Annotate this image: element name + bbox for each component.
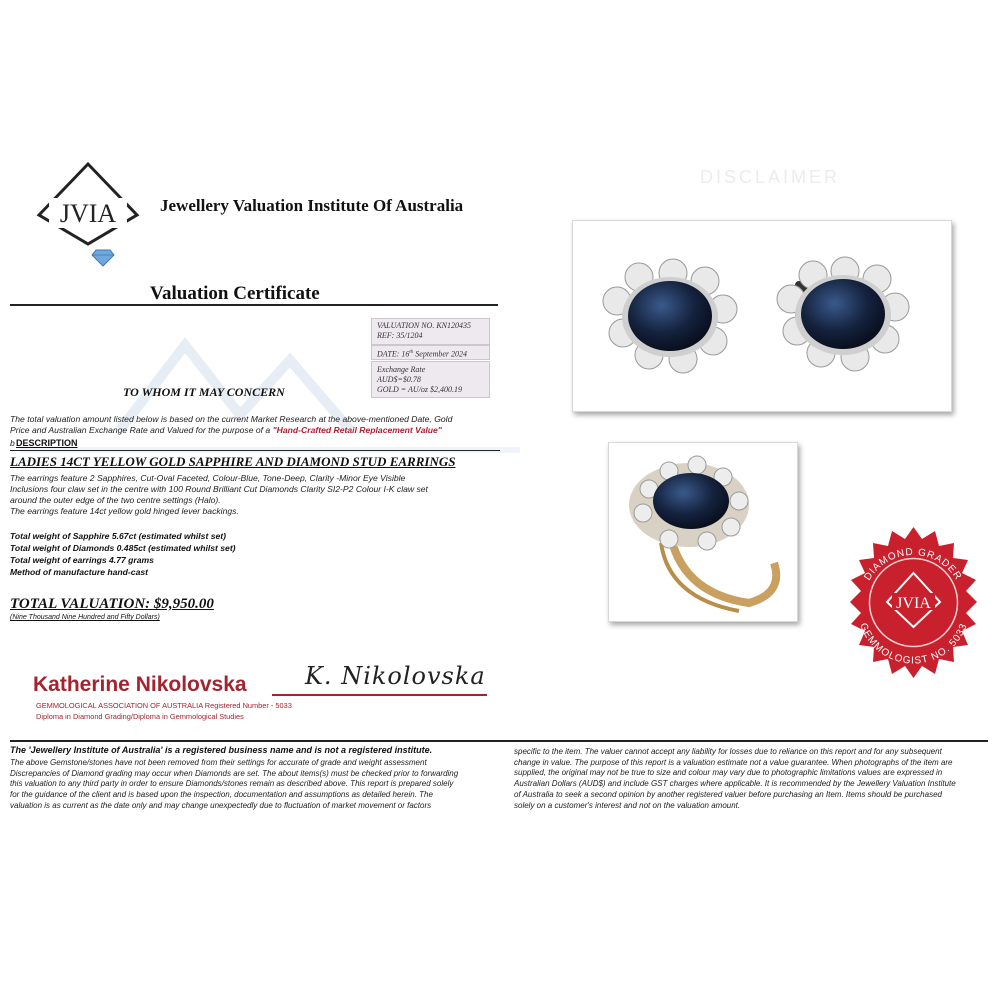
right-earring bbox=[777, 257, 909, 371]
description-line: Inclusions four claw set in the centre with 100 Round Brilliant Cut Diamonds Clarity SI2-P2 Colour I-K claw set bbox=[10, 484, 428, 494]
description-line: The earrings feature 14ct yellow gold hinged lever backings. bbox=[10, 506, 239, 516]
exchange-rate-box bbox=[371, 361, 490, 398]
disclaimer-line: supplied, the original may not be true to size and colour may vary due to photographic limitations values are expressed in bbox=[514, 768, 943, 778]
side-earring bbox=[629, 456, 776, 611]
date-prefix: DATE: 16 bbox=[377, 349, 410, 359]
intro-line-2 bbox=[10, 425, 500, 436]
earrings-front-photo bbox=[572, 220, 952, 412]
diamond-weight: Total weight of Diamonds 0.485ct (estimated whilst set) bbox=[10, 543, 236, 553]
credential-line-1: GEMMOLOGICAL ASSOCIATION OF AUSTRALIA Registered Number - 5033 bbox=[36, 701, 292, 710]
disclaimer-line: this valuation to any third party in order to ensure Diamonds/stones remain as described above. This report is prepared solely bbox=[10, 779, 454, 789]
valuation-number-box bbox=[371, 318, 490, 345]
disclaimer-rule bbox=[10, 740, 988, 742]
item-title: LADIES 14CT YELLOW GOLD SAPPHIRE AND DIAMOND STUD EARRINGS bbox=[10, 454, 456, 469]
intro-line-2-prefix: Price and Australian Exchange Rate and Valued for the purpose of a bbox=[10, 425, 273, 435]
valuation-purpose: "Hand-Crafted Retail Replacement Value" bbox=[272, 425, 442, 435]
disclaimer-line: specific to the item. The valuer cannot accept any liability for losses due to reliance on this report and for any subsequent bbox=[514, 747, 942, 756]
title-rule bbox=[10, 304, 498, 306]
jvia-logo bbox=[33, 160, 143, 270]
date-box bbox=[371, 345, 490, 360]
disclaimer-line: Discrepancies of Diamond grading may occur when Diamonds are set. The about items(s) must be checked prior to forwarding bbox=[10, 768, 459, 778]
disclaimer-line: for the guidance of the client and is based upon the inspection, documentation and assumptions as detailed herein. The bbox=[10, 790, 433, 800]
disclaimer-left bbox=[10, 758, 500, 812]
sapphire-weight: Total weight of Sapphire 5.67ct (estimated whilst set) bbox=[10, 531, 226, 541]
handwritten-signature: K. Nikolovska bbox=[305, 662, 486, 690]
intro-text bbox=[10, 414, 500, 436]
seal-top-text: DIAMOND GRADER bbox=[862, 546, 964, 583]
disclaimer-line: of Australia to seek a second opinion by another registered valuer before purchasing an Item. Items should be purchased bbox=[514, 789, 942, 799]
logo-text: JVIA bbox=[59, 199, 117, 228]
disclaimer-line: change in value. The purpose of this report is a valuation estimate not a value guarantee. When photographs of the item are bbox=[514, 757, 953, 767]
earring-weight: Total weight of earrings 4.77 grams bbox=[10, 555, 154, 565]
diamond-icon bbox=[92, 250, 114, 266]
org-name: Jewellery Valuation Institute Of Australia bbox=[160, 196, 464, 215]
disclaimer-line: solely on a customer's interest and not on the valuation amount. bbox=[514, 800, 741, 810]
description-heading: DESCRIPTION bbox=[16, 438, 78, 448]
total-valuation-words: (Nine Thousand Nine Hundred and Fifty Dollars) bbox=[10, 614, 160, 621]
manufacture-method: Method of manufacture hand-cast bbox=[10, 567, 148, 577]
valuer-name: Katherine Nikolovska bbox=[33, 673, 247, 696]
total-valuation: TOTAL VALUATION: $9,950.00 bbox=[10, 596, 214, 612]
disclaimer-line: valuation is as current as the date only and may change unexpectedly due to fluctuation of market movement or factors bbox=[10, 800, 432, 810]
intro-line-1: The total valuation amount listed below is based on the current Market Research at the above-mentioned Date, Gold bbox=[10, 414, 453, 424]
description-rule bbox=[10, 450, 500, 451]
disclaimer-right bbox=[514, 747, 990, 811]
reference-number: REF: 35/1204 bbox=[377, 331, 423, 340]
description-line: around the outer edge of the two centre settings (Halo). bbox=[10, 495, 221, 505]
salutation: TO WHOM IT MAY CONCERN bbox=[123, 385, 285, 399]
date-sup: th bbox=[409, 350, 414, 355]
left-earring bbox=[603, 259, 737, 373]
gold-price: GOLD = AU/oz $2,400.19 bbox=[377, 385, 463, 394]
credential-line-2: Diploma in Diamond Grading/Diploma in Gemmological Studies bbox=[36, 712, 244, 721]
seal-bottom-text: GEMMOLOGIST NO. 5033 bbox=[857, 621, 970, 667]
valuation-number: VALUATION NO. KN120435 bbox=[377, 321, 472, 330]
disclaimer-heading: The 'Jewellery Institute of Australia' is a registered business name and is not a registered institute. bbox=[10, 745, 433, 755]
aud-rate: AUD$=$0.78 bbox=[377, 375, 421, 384]
valuer-credentials bbox=[36, 700, 292, 722]
seal-center-text: JVIA bbox=[896, 595, 931, 612]
intro-stray-char: b bbox=[10, 438, 15, 448]
disclaimer-line: The above Gemstone/stones have not been removed from their settings for accurate of grade and weight assessment bbox=[10, 758, 427, 767]
weights-list bbox=[10, 530, 236, 578]
signature-underline bbox=[272, 694, 487, 696]
disclaimer-line: Australian Dollars (AUD$) and include GST charges where applicable. It is recommended by the Jewellery Valuation Institute bbox=[514, 779, 956, 789]
date-suffix: September 2024 bbox=[413, 349, 468, 359]
description-line: The earrings feature 2 Sapphires, Cut-Oval Faceted, Colour-Blue, Tone-Deep, Clarity -Minor Eye Visible bbox=[10, 473, 406, 483]
diamond-grader-seal bbox=[836, 525, 991, 680]
certificate-title: Valuation Certificate bbox=[150, 283, 320, 304]
earring-side-photo bbox=[608, 442, 798, 622]
description-text bbox=[10, 473, 505, 517]
bleed-through-text: DISCLAIMER bbox=[700, 167, 841, 187]
exchange-label: Exchange Rate bbox=[377, 365, 426, 374]
